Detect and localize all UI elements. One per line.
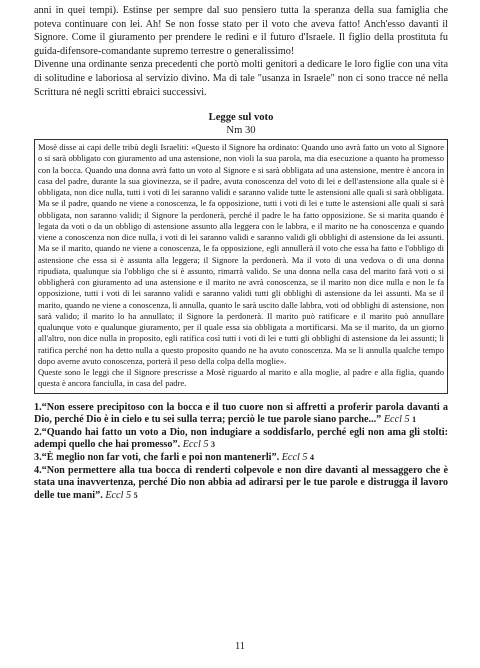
page-number: 11 bbox=[234, 641, 245, 652]
intro-paragraph-2: Divenne una ordinante senza precedenti che portò molti genitori a dedicare le loro figlie con una vita di solitudine e laboriosa al servizio divino. Ma di tale "usanza in Israele" non ci sono tracce né nella Scrittura né negli scritti ebraici successivi. bbox=[34, 59, 448, 98]
quote-reference-number: 5 bbox=[133, 490, 138, 500]
quote-reference: Eccl 5 bbox=[182, 439, 209, 451]
quote-reference: Eccl 5 bbox=[383, 414, 410, 426]
quote-item bbox=[34, 402, 448, 427]
quote-reference-number: 4 bbox=[310, 453, 314, 463]
quote-reference-number: 1 bbox=[412, 415, 417, 425]
quote-list bbox=[34, 402, 448, 503]
quote-item bbox=[34, 465, 448, 503]
quote-text: 1.“Non essere precipitoso con la bocca e il tuo cuore non si affretti a proferir parola davanti a Dio, perché Dio è in cielo e tu sei sulla terra; perciò le tue parole siano parche...” bbox=[34, 401, 448, 426]
page-content bbox=[34, 4, 448, 502]
quote-item bbox=[34, 427, 448, 452]
intro-text bbox=[34, 4, 448, 99]
quote-text: 4.“Non permettere alla tua bocca di renderti colpevole e non dire davanti al messaggero che è stata una inavvertenza, perché Dio non abbia ad adirarsi per le tue parole e distrugga il lavoro delle tue mani”. bbox=[34, 464, 448, 501]
quote-text: 3.“È meglio non far voti, che farli e poi non mantenerli”. bbox=[34, 452, 280, 464]
scripture-box bbox=[34, 139, 448, 394]
quote-reference-number: 3 bbox=[210, 440, 215, 450]
scripture-body: Mosè disse ai capi delle tribù degli Israeliti: «Questo il Signore ha ordinato: Quando uno avrà fatto un voto al Signore o si sarà obbligato con giuramento ad una astensione, non violi la sua parola, ma dia esecuzione a quanto ha promesso con la bocca. Quando una donna avrà fatto un voto al Signore e si sarà obbligata ad una astensione, mentre è ancora in casa del padre, durante la sua giovinezza, se il padre, avuta conoscenza del voto di lei e dell'astensione alla quale si è obbligata, non dice nulla, tutti i voti di lei saranno validi e saranno valide tutte le astensioni alle quali si sarà obbligata. Ma se il padre, quando ne viene a conoscenza, le fa opposizione, tutti i voti di lei e tutte le astensioni alle quali si sarà obbligata, non saranno validi; il Signore la perdonerà, perché il padre le ha fatto opposizione. Se si marita quando è legata da voti o da un obbligo di astensione assunto alla leggera con le labbra, e il marito ne ha conoscenza e quando viene a conoscenza non dice nulla, i voti di lei saranno validi e saranno validi gli obblighi di astensione da lei assunti. Ma se il marito, quando ne viene a conoscenza, le fa opposizione, egli annullerà il voto che essa ha fatto e l'obbligo di astensione che essa si è assunta alla leggera; il Signore la perdonerà. Ma il voto di una vedova o di una donna ripudiata, qualunque sia l'obbligo che si è assunto, rimarrà valido. Se una donna nella casa del marito farà voti o si obbligherà con giuramento ad una astensione e il marito ne avrà conoscenza, se il marito non dice nulla e non le fa opposizione, tutti i voti di lei saranno validi e saranno validi tutti gli obblighi di astensione da lei assunti. Ma se il marito, quando ne viene a conoscenza, li annulla, quanto le sarà uscito dalle labbra, voti od obblighi di astensione, non sarà valido; il marito lo ha annullato; il Signore la perdonerà. Il marito può ratificare e il marito può annullare qualunque voto e qualunque giuramento, per il quale essa sia obbligata a mortificarsi. Ma se il marito, da un giorno all'altro, non dice nulla in proposito, egli ratifica così tutti i voti di lei e tutti gli obblighi di astensione da lei assunti; li ratifica perché non ha detto nulla a questo proposito quando ne ha avuto conoscenza. Ma se li annulla qualche tempo dopo averne avuto conoscenza, porterà il peso della colpa della moglie». bbox=[38, 142, 444, 366]
quote-reference: Eccl 5 bbox=[281, 452, 308, 464]
section-reference: Nm 30 bbox=[226, 125, 256, 137]
quote-text: 2.“Quando hai fatto un voto a Dio, non indugiare a soddisfarlo, perché egli non ama gli stolti: adempi quello che hai promesso”. bbox=[34, 426, 448, 451]
quote-reference: Eccl 5 bbox=[105, 489, 132, 501]
intro-paragraph-1: anni in quei tempi). Estinse per sempre dal suo pensiero tutta la speranza della sua famiglia che poteva continuare con lei. Ah! Se non fosse stato per il voto che aveva fatto! Anch'esso davanti il Signore. Come il giuramento per prendere le redini e il futuro d'Israele. Il figlio della prostituta fu guida-difensore-comandante supremo terrestre o generalissimo! bbox=[34, 5, 448, 57]
scripture-closing: Queste sono le leggi che il Signore prescrisse a Mosè riguardo al marito e alla moglie, al padre e alla figlia, quando questa è ancora fanciulla, in casa del padre. bbox=[38, 367, 444, 389]
quote-item bbox=[34, 452, 448, 465]
section-title: Legge sul voto bbox=[208, 112, 274, 124]
